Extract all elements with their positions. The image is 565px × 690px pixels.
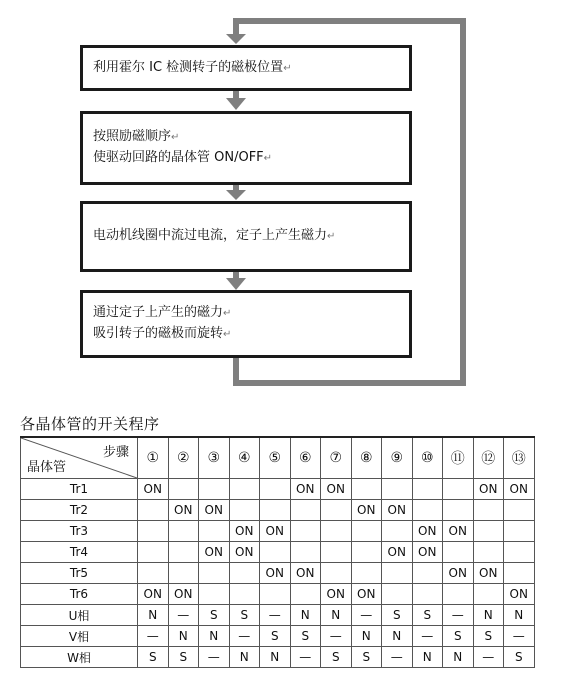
table-cell — [321, 500, 352, 521]
step-header: ③ — [199, 437, 230, 479]
table-cell: S — [412, 605, 443, 626]
table-cell: — — [504, 626, 535, 647]
table-header-row — [21, 437, 535, 479]
table-cell: — — [260, 605, 291, 626]
table-cell — [473, 500, 504, 521]
table-cell — [168, 479, 199, 500]
row-label: Tr6 — [21, 584, 138, 605]
step-header: ⑫ — [473, 437, 504, 479]
switching-sequence-table — [20, 436, 535, 668]
row-label: V相 — [21, 626, 138, 647]
corner-transistor-label: 晶体管 — [27, 460, 67, 475]
table-cell: ON — [138, 584, 169, 605]
table-cell: N — [168, 626, 199, 647]
table-cell — [260, 479, 291, 500]
table-cell — [382, 479, 413, 500]
table-corner-cell — [21, 437, 138, 479]
table-cell: ON — [199, 542, 230, 563]
paragraph-mark: ↵ — [171, 132, 180, 143]
table-cell — [473, 521, 504, 542]
step-header: ⑬ — [504, 437, 535, 479]
table-cell: S — [290, 626, 321, 647]
table-cell: S — [260, 626, 291, 647]
table-cell — [473, 542, 504, 563]
table-cell — [473, 584, 504, 605]
paragraph-mark: ↵ — [283, 62, 292, 74]
table-cell: ON — [199, 500, 230, 521]
table-cell — [229, 584, 260, 605]
table-row — [21, 479, 535, 500]
step-header: ④ — [229, 437, 260, 479]
step-header: ⑤ — [260, 437, 291, 479]
flow-step-1 — [80, 45, 412, 91]
table-cell — [443, 584, 474, 605]
table-cell: ON — [382, 542, 413, 563]
flow-step-2-line-2: 使驱动回路的晶体管 ON/OFF — [93, 150, 264, 165]
table-cell — [199, 521, 230, 542]
table-cell — [229, 479, 260, 500]
table-cell: S — [168, 647, 199, 668]
table-cell — [199, 563, 230, 584]
step-header: ① — [138, 437, 169, 479]
table-cell: ON — [351, 584, 382, 605]
table-cell: S — [199, 605, 230, 626]
row-label: Tr2 — [21, 500, 138, 521]
table-cell: ON — [290, 563, 321, 584]
table-cell — [504, 542, 535, 563]
table-cell: — — [138, 626, 169, 647]
table-cell — [138, 542, 169, 563]
flow-step-2 — [80, 111, 412, 185]
paragraph-mark: ↵ — [223, 308, 232, 319]
table-row — [21, 563, 535, 584]
table-cell: ON — [321, 584, 352, 605]
table-cell — [504, 563, 535, 584]
table-cell — [168, 521, 199, 542]
table-cell — [412, 584, 443, 605]
table-cell: ON — [290, 479, 321, 500]
table-cell: — — [351, 605, 382, 626]
table-cell: — — [290, 647, 321, 668]
row-label: Tr1 — [21, 479, 138, 500]
table-cell: ON — [321, 479, 352, 500]
step-header: ⑦ — [321, 437, 352, 479]
flow-step-3-line-1: 电动机线圈中流过电流，定子上产生磁力 — [93, 228, 328, 243]
table-cell — [138, 500, 169, 521]
table-cell — [229, 563, 260, 584]
table-cell: N — [138, 605, 169, 626]
table-cell: S — [443, 626, 474, 647]
table-cell: N — [290, 605, 321, 626]
table-cell: N — [382, 626, 413, 647]
step-header: ⑩ — [412, 437, 443, 479]
table-cell — [412, 479, 443, 500]
table-row — [21, 605, 535, 626]
table-cell: S — [321, 647, 352, 668]
table-cell — [382, 584, 413, 605]
table-cell — [351, 542, 382, 563]
table-cell: — — [168, 605, 199, 626]
row-label: Tr4 — [21, 542, 138, 563]
table-cell: ON — [138, 479, 169, 500]
table-cell — [504, 521, 535, 542]
table-cell — [443, 500, 474, 521]
table-cell: — — [229, 626, 260, 647]
table-row — [21, 521, 535, 542]
table-cell — [168, 542, 199, 563]
table-cell: N — [199, 626, 230, 647]
table-cell — [443, 479, 474, 500]
table-cell: — — [199, 647, 230, 668]
step-header: ⑨ — [382, 437, 413, 479]
row-label: U相 — [21, 605, 138, 626]
step-header: ⑥ — [290, 437, 321, 479]
table-cell — [290, 584, 321, 605]
table-cell: S — [382, 605, 413, 626]
paragraph-mark: ↵ — [223, 329, 232, 340]
table-cell: — — [382, 647, 413, 668]
table-cell — [290, 500, 321, 521]
table-cell: ON — [168, 500, 199, 521]
table-cell: N — [229, 647, 260, 668]
table-cell — [443, 542, 474, 563]
table-cell: ON — [504, 584, 535, 605]
table-cell: ON — [443, 521, 474, 542]
table-cell — [290, 521, 321, 542]
flow-step-4 — [80, 290, 412, 358]
table-cell: N — [351, 626, 382, 647]
table-cell: ON — [229, 521, 260, 542]
table-body — [21, 479, 535, 668]
table-cell: ON — [168, 584, 199, 605]
table-cell: N — [443, 647, 474, 668]
table-cell: N — [504, 605, 535, 626]
table-cell — [260, 500, 291, 521]
table-row — [21, 626, 535, 647]
table-cell: — — [473, 647, 504, 668]
table-row — [21, 542, 535, 563]
table-cell: ON — [412, 542, 443, 563]
table-cell — [504, 500, 535, 521]
table-cell: S — [351, 647, 382, 668]
table-cell: ON — [412, 521, 443, 542]
table-cell: ON — [382, 500, 413, 521]
table-cell: N — [260, 647, 291, 668]
step-header: ② — [168, 437, 199, 479]
table-cell — [229, 500, 260, 521]
table-cell: ON — [260, 521, 291, 542]
table-cell — [412, 500, 443, 521]
table-cell: S — [229, 605, 260, 626]
row-label: Tr3 — [21, 521, 138, 542]
corner-step-label: 步骤 — [102, 445, 129, 460]
table-cell — [351, 479, 382, 500]
table-cell — [382, 563, 413, 584]
flow-step-4-line-2: 吸引转子的磁极而旋转 — [93, 326, 224, 341]
table-cell — [199, 479, 230, 500]
paragraph-mark: ↵ — [263, 153, 273, 164]
table-cell — [260, 542, 291, 563]
flow-step-3 — [80, 201, 412, 272]
table-cell — [138, 521, 169, 542]
table-cell — [412, 563, 443, 584]
table-cell: — — [443, 605, 474, 626]
row-label: Tr5 — [21, 563, 138, 584]
table-cell: ON — [260, 563, 291, 584]
table-cell: ON — [504, 479, 535, 500]
table-cell: — — [321, 626, 352, 647]
table-cell: S — [504, 647, 535, 668]
table-cell — [260, 584, 291, 605]
table-cell — [321, 521, 352, 542]
table-cell: ON — [473, 479, 504, 500]
flow-step-2-line-1: 按照励磁顺序 — [93, 129, 172, 144]
table-cell — [138, 563, 169, 584]
table-cell: ON — [351, 500, 382, 521]
step-header: ⑧ — [351, 437, 382, 479]
table-row — [21, 584, 535, 605]
table-cell — [321, 542, 352, 563]
table-cell: ON — [443, 563, 474, 584]
table-cell — [199, 584, 230, 605]
paragraph-mark: ↵ — [327, 231, 336, 242]
table-title: 各晶体管的开关程序 — [20, 415, 160, 433]
flow-step-4-line-1: 通过定子上产生的磁力 — [93, 305, 224, 320]
table-cell — [351, 563, 382, 584]
flow-step-1-line-1: 利用霍尔 IC 检测转子的磁极位置 — [93, 59, 284, 75]
table-cell: S — [473, 626, 504, 647]
table-cell: — — [412, 626, 443, 647]
row-label: W相 — [21, 647, 138, 668]
table-cell: N — [321, 605, 352, 626]
table-cell — [351, 521, 382, 542]
table-cell: ON — [473, 563, 504, 584]
table-cell — [321, 563, 352, 584]
table-row — [21, 500, 535, 521]
table-cell: S — [138, 647, 169, 668]
table-cell — [168, 563, 199, 584]
table-cell: N — [412, 647, 443, 668]
table-cell: ON — [229, 542, 260, 563]
table-cell — [382, 521, 413, 542]
table-cell — [290, 542, 321, 563]
table-row — [21, 647, 535, 668]
step-header: ⑪ — [443, 437, 474, 479]
table-cell: N — [473, 605, 504, 626]
